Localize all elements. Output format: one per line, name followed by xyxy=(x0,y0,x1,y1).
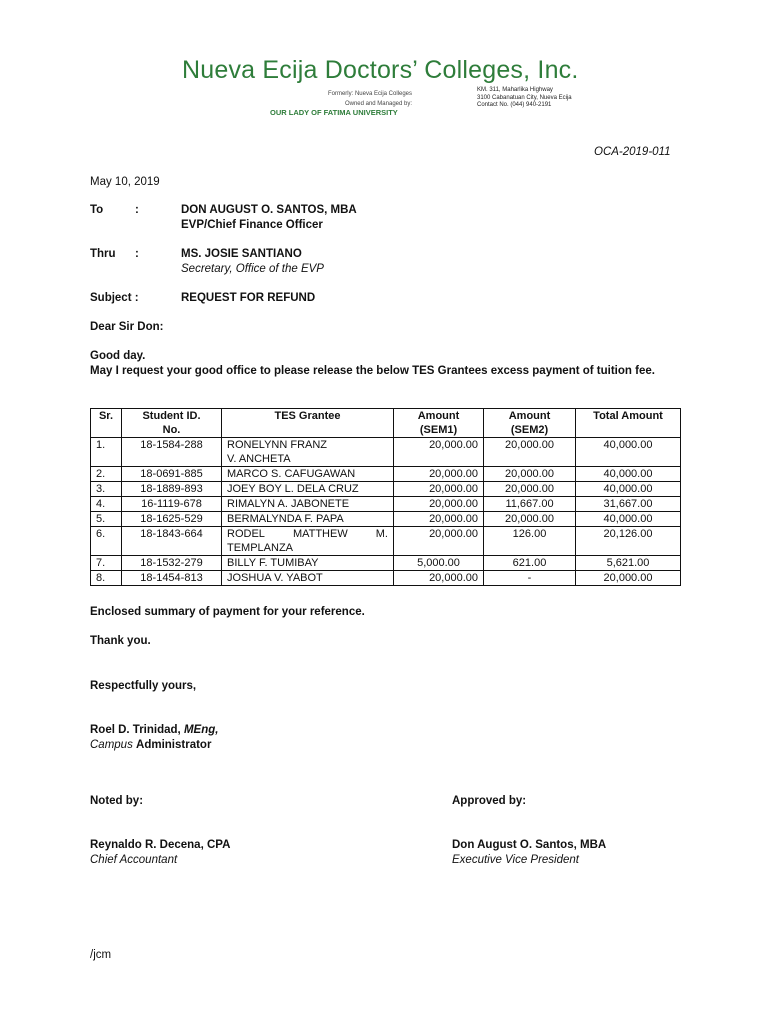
thru-colon: : xyxy=(135,248,139,260)
cell-total: 5,621.00 xyxy=(576,556,681,571)
table-row xyxy=(91,438,681,467)
cell-sem2: 20,000.00 xyxy=(484,467,576,482)
signer-degree: MEng, xyxy=(183,724,219,736)
memo-date: May 10, 2019 xyxy=(90,176,160,188)
cell-sem2: 126.00 xyxy=(484,527,576,556)
cell-sem1: 20,000.00 xyxy=(394,482,484,497)
cell-sem1: 20,000.00 xyxy=(394,467,484,482)
cell-grantee: BERMALYNDA F. PAPA xyxy=(222,512,394,527)
cell-student-id: 18-1532-279 xyxy=(122,556,222,571)
cell-sem2: 11,667.00 xyxy=(484,497,576,512)
cell-total: 40,000.00 xyxy=(576,512,681,527)
cell-student-id: 18-1843-664 xyxy=(122,527,222,556)
cell-sr: 3. xyxy=(91,482,122,497)
grantee-table xyxy=(90,408,681,586)
table-header-row xyxy=(91,409,681,438)
to-title: EVP/Chief Finance Officer xyxy=(181,219,323,231)
approved-title: Executive Vice President xyxy=(452,854,579,866)
address-block xyxy=(477,87,572,110)
header-student-id: Student ID. No. xyxy=(122,409,222,438)
cell-sem2: 20,000.00 xyxy=(484,438,576,467)
thru-label: Thru xyxy=(90,248,116,260)
cell-student-id: 18-1584-288 xyxy=(122,438,222,467)
subject-text: REQUEST FOR REFUND xyxy=(181,292,316,304)
reference-number: OCA-2019-011 xyxy=(594,146,671,158)
cell-sr: 1. xyxy=(91,438,122,467)
cell-sem2: 20,000.00 xyxy=(484,482,576,497)
cell-total: 31,667.00 xyxy=(576,497,681,512)
cell-student-id: 16-1119-678 xyxy=(122,497,222,512)
cell-grantee: MARCO S. CAFUGAWAN xyxy=(222,467,394,482)
table-row xyxy=(91,497,681,512)
thank-you: Thank you. xyxy=(90,635,151,647)
cell-sr: 5. xyxy=(91,512,122,527)
cell-sr: 7. xyxy=(91,556,122,571)
header-sem2: Amount (SEM2) xyxy=(484,409,576,438)
address-line-2: 3100 Cabanatuan City, Nueva Ecija xyxy=(477,94,572,101)
header-total: Total Amount xyxy=(576,409,681,438)
cell-student-id: 18-1889-893 xyxy=(122,482,222,497)
table-row xyxy=(91,482,681,497)
cell-total: 40,000.00 xyxy=(576,467,681,482)
salutation: Dear Sir Don: xyxy=(90,321,164,333)
table-row xyxy=(91,571,681,586)
cell-sr: 6. xyxy=(91,527,122,556)
cell-grantee: BILLY F. TUMIBAY xyxy=(222,556,394,571)
cell-grantee: RONELYNN FRANZ V. ANCHETA xyxy=(222,438,394,467)
table-row xyxy=(91,512,681,527)
contact-line: Contact No. (044) 940-2191 xyxy=(477,102,552,108)
formerly-note xyxy=(300,89,412,109)
cell-sem2: 621.00 xyxy=(484,556,576,571)
respectfully: Respectfully yours, xyxy=(90,680,197,692)
noted-title: Chief Accountant xyxy=(90,854,178,866)
table-row xyxy=(91,556,681,571)
approved-name: Don August O. Santos, MBA xyxy=(452,839,607,851)
cell-sem1: 20,000.00 xyxy=(394,527,484,556)
noted-name: Reynaldo R. Decena, CPA xyxy=(90,839,231,851)
cell-grantee: RODEL MATTHEW M. TEMPLANZA xyxy=(222,527,394,556)
cell-student-id: 18-1625-529 xyxy=(122,512,222,527)
signer-title-2: Administrator xyxy=(136,739,212,751)
cell-sr: 2. xyxy=(91,467,122,482)
to-colon: : xyxy=(135,204,139,216)
signer-title-1: Campus xyxy=(90,739,133,751)
to-name: DON AUGUST O. SANTOS, MBA xyxy=(181,204,357,216)
institution-name: Nueva Ecija Doctors’ Colleges, Inc. xyxy=(182,56,579,84)
request-paragraph: May I request your good office to please release the below TES Grantees excess payment of tuition fee. xyxy=(90,365,655,377)
subject-label: Subject : xyxy=(90,292,139,304)
formerly-line: Formerly: Nueva Ecija Colleges xyxy=(327,91,412,97)
table-row xyxy=(91,527,681,556)
cell-total: 40,000.00 xyxy=(576,482,681,497)
signer-name: Roel D. Trinidad, xyxy=(90,724,181,736)
cell-grantee: RIMALYN A. JABONETE xyxy=(222,497,394,512)
cell-total: 20,126.00 xyxy=(576,527,681,556)
cell-grantee: JOEY BOY L. DELA CRUZ xyxy=(222,482,394,497)
cell-sem1: 20,000.00 xyxy=(394,512,484,527)
header-sem1: Amount (SEM1) xyxy=(394,409,484,438)
approved-label: Approved by: xyxy=(452,795,527,807)
cell-sem1: 20,000.00 xyxy=(394,571,484,586)
signer-line xyxy=(90,723,218,738)
cell-sem1: 20,000.00 xyxy=(394,497,484,512)
cell-total: 20,000.00 xyxy=(576,571,681,586)
address-line-1: KM. 311, Maharlika Highway xyxy=(477,87,553,93)
cell-sem1: 5,000.00 xyxy=(394,556,484,571)
thru-name: MS. JOSIE SANTIANO xyxy=(181,248,302,260)
cell-grantee: JOSHUA V. YABOT xyxy=(222,571,394,586)
parent-university: OUR LADY OF FATIMA UNIVERSITY xyxy=(270,108,398,117)
cell-total: 40,000.00 xyxy=(576,438,681,467)
cell-sr: 4. xyxy=(91,497,122,512)
cell-sem2: 20,000.00 xyxy=(484,512,576,527)
noted-label: Noted by: xyxy=(90,795,144,807)
signer-title xyxy=(90,738,211,753)
thru-title: Secretary, Office of the EVP xyxy=(181,263,324,275)
typist-initials: /jcm xyxy=(90,949,112,961)
table-row xyxy=(91,467,681,482)
cell-sr: 8. xyxy=(91,571,122,586)
cell-student-id: 18-0691-885 xyxy=(122,467,222,482)
header-sr: Sr. xyxy=(91,409,122,438)
cell-sem1: 20,000.00 xyxy=(394,438,484,467)
enclosed-note: Enclosed summary of payment for your reference. xyxy=(90,606,365,618)
owned-line: Owned and Managed by: xyxy=(344,101,412,107)
greeting: Good day. xyxy=(90,350,146,362)
to-label: To xyxy=(90,204,104,216)
header-grantee: TES Grantee xyxy=(222,409,394,438)
cell-student-id: 18-1454-813 xyxy=(122,571,222,586)
cell-sem2: - xyxy=(484,571,576,586)
